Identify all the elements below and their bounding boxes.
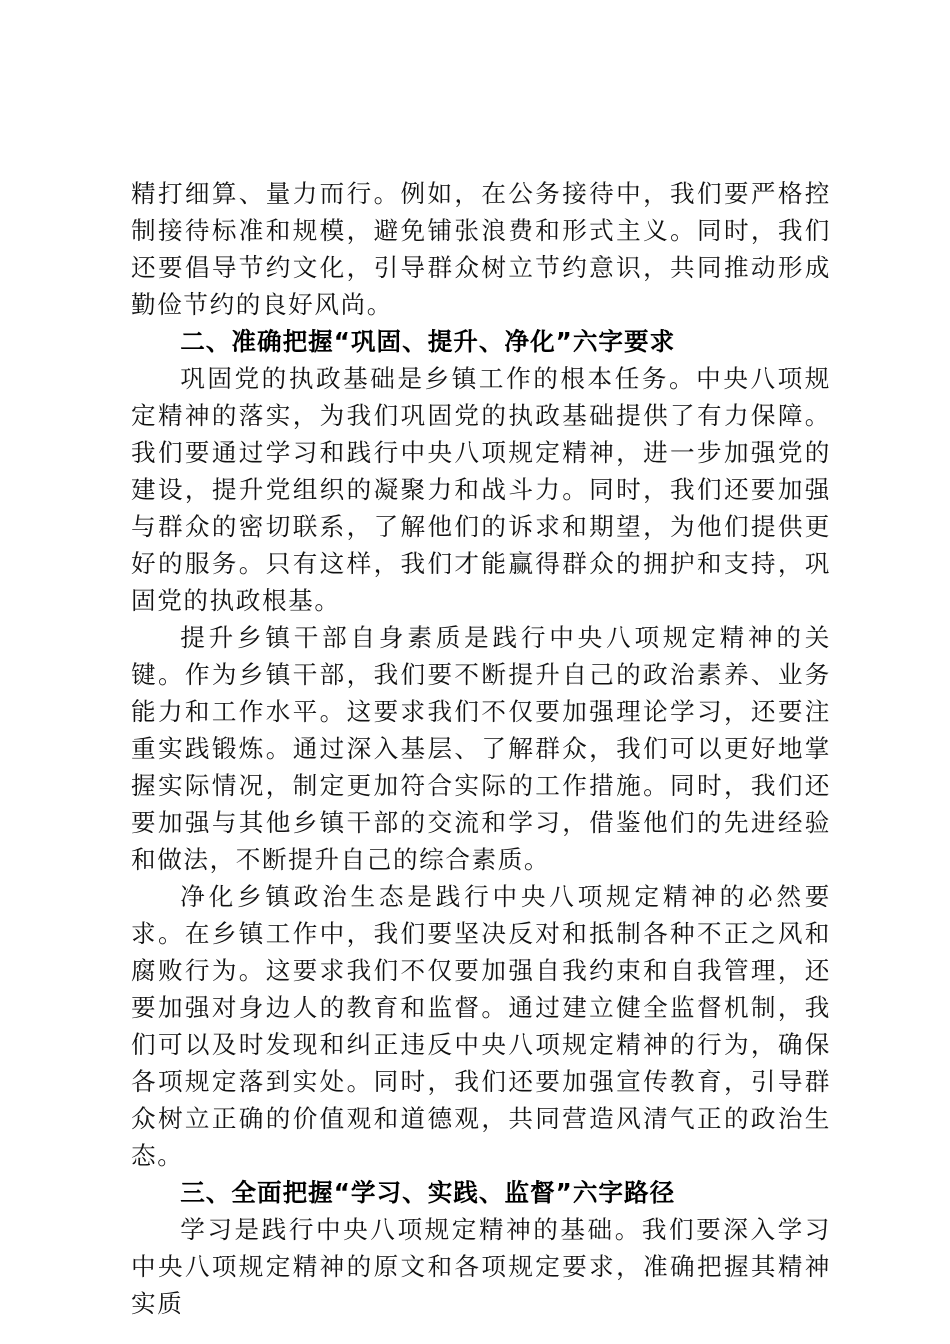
section-heading-three: 三、全面把握“学习、实践、监督”六字路径 (180, 1178, 676, 1207)
section-heading-two: 二、准确把握“巩固、提升、净化”六字要求 (180, 327, 676, 356)
paragraph-purify: 净化乡镇政治生态是践行中央八项规定精神的必然要求。在乡镇工作中，我们要坚决反对和抵制各种不正之风和腐败行为。这要求我们不仅要加强自我约束和自我管理，还要加强对身边人的教育和监督。通过建立健全监督机制，我们可以及时发现和纠正违反中央八项规定精神的行为，确保各项规定落到实处。同时，我们还要加强宣传教育，引导群众树立正确的价值观和道德观，共同营造风清气正的政治生态。 (131, 882, 831, 1170)
paragraph-improve: 提升乡镇干部自身素质是践行中央八项规定精神的关键。作为乡镇干部，我们要不断提升自己的政治素养、业务能力和工作水平。这要求我们不仅要加强理论学习，还要注重实践锻炼。通过深入基层、了解群众，我们可以更好地掌握实际情况，制定更加符合实际的工作措施。同时，我们还要加强与其他乡镇干部的交流和学习，借鉴他们的先进经验和做法，不断提升自己的综合素质。 (131, 623, 831, 874)
document-body (131, 175, 831, 1322)
paragraph-continuation: 精打细算、量力而行。例如，在公务接待中，我们要严格控制接待标准和规模，避免铺张浪费和形式主义。同时，我们还要倡导节约文化，引导群众树立节约意识，共同推动形成勤俭节约的良好风尚。 (131, 179, 831, 319)
paragraph-study: 学习是践行中央八项规定精神的基础。我们要深入学习中央八项规定精神的原文和各项规定要求，准确把握其精神实质 (131, 1215, 831, 1318)
paragraph-consolidate: 巩固党的执政基础是乡镇工作的根本任务。中央八项规定精神的落实，为我们巩固党的执政基础提供了有力保障。我们要通过学习和践行中央八项规定精神，进一步加强党的建设，提升党组织的凝聚力和战斗力。同时，我们还要加强与群众的密切联系，了解他们的诉求和期望，为他们提供更好的服务。只有这样，我们才能赢得群众的拥护和支持，巩固党的执政根基。 (131, 364, 831, 615)
